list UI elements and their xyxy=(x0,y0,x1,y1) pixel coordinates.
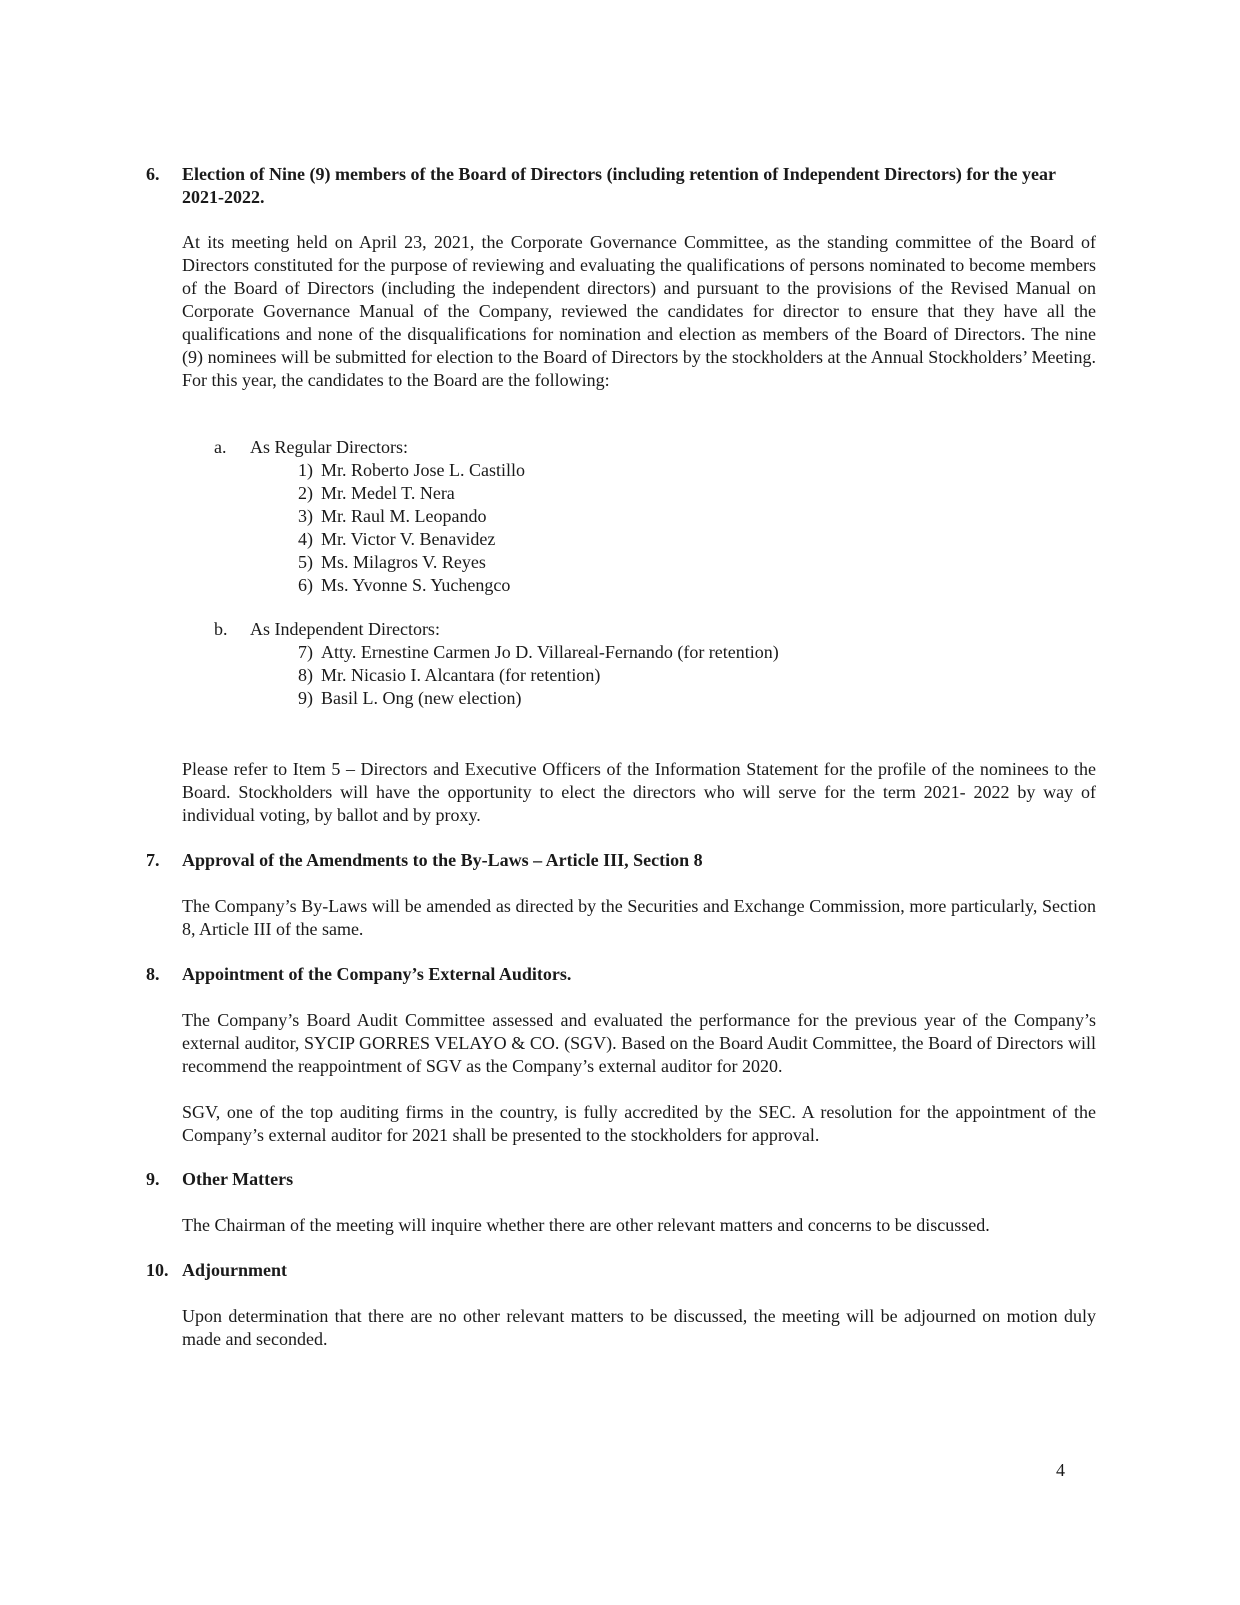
item-number: 3) xyxy=(298,506,313,526)
director-name: Mr. Victor V. Benavidez xyxy=(321,529,496,549)
section-number: 10. xyxy=(146,1260,169,1280)
list-item xyxy=(285,459,525,482)
section-number: 7. xyxy=(146,850,160,870)
section-7 xyxy=(146,849,1096,941)
paragraph: At its meeting held on April 23, 2021, the Corporate Governance Committee, as the standing committee of the Board of Directors constituted for the purpose of reviewing and evaluating the qualifications of persons nominated to become members of the Board of Directors (including the independent directors) and pursuant to the provisions of the Revised Manual on Corporate Governance Manual of the Company, reviewed the candidates for director to ensure that they have all the qualifications and none of the disqualifications for nomination and election as members of the Board of Directors. The nine (9) nominees will be submitted for election to the Board of Directors by the stockholders at the Annual Stockholders’ Meeting. For this year, the candidates to the Board are the following: xyxy=(182,232,1096,390)
item-number: 7) xyxy=(298,642,313,662)
paragraph: SGV, one of the top auditing firms in the country, is fully accredited by the SEC. A resolution for the appointment of the Company’s external auditor for 2021 shall be presented to the stockholders for approval. xyxy=(182,1102,1096,1145)
director-name: Mr. Roberto Jose L. Castillo xyxy=(321,460,525,480)
list-item xyxy=(285,551,525,574)
subsection-label: As Regular Directors: xyxy=(250,437,408,457)
director-name: Ms. Yvonne S. Yuchengco xyxy=(321,575,511,595)
director-name: Mr. Medel T. Nera xyxy=(321,483,455,503)
director-name: Mr. Nicasio I. Alcantara (for retention) xyxy=(321,665,601,685)
subsection-label: As Independent Directors: xyxy=(250,619,440,639)
list-item xyxy=(285,687,779,710)
item-number: 4) xyxy=(298,529,313,549)
paragraph: Please refer to Item 5 – Directors and Executive Officers of the Information Statement for the profile of the nominees to the Board. Stockholders will have the opportunity to elect the directors who will serve for the term 2021- 2022 by way of individual voting, by ballot and by proxy. xyxy=(182,759,1096,825)
section-8 xyxy=(146,963,1096,1147)
independent-directors-list xyxy=(285,641,779,710)
subsection-letter: b. xyxy=(214,619,228,639)
paragraph: Upon determination that there are no other relevant matters to be discussed, the meeting will be adjourned on motion duly made and seconded. xyxy=(182,1306,1096,1349)
list-item xyxy=(285,505,525,528)
list-item xyxy=(285,641,779,664)
section-9 xyxy=(146,1168,1096,1237)
section-title: Election of Nine (9) members of the Board of Directors (including retention of Independent Directors) for the year 2021-2022. xyxy=(182,164,1056,207)
paragraph: The Company’s Board Audit Committee assessed and evaluated the performance for the previous year of the Company’s external auditor, SYCIP GORRES VELAYO & CO. (SGV). Based on the Board Audit Committee, the Board of Directors will recommend the reappointment of SGV as the Company’s external auditor for 2020. xyxy=(182,1010,1096,1076)
director-name: Basil L. Ong (new election) xyxy=(321,688,522,708)
item-number: 1) xyxy=(298,460,313,480)
list-item xyxy=(285,664,779,687)
section-heading xyxy=(146,163,1096,209)
subsection-heading xyxy=(214,436,525,459)
section-heading xyxy=(146,1259,1096,1282)
section-title: Approval of the Amendments to the By-Laws – Article III, Section 8 xyxy=(182,850,703,870)
paragraph: The Chairman of the meeting will inquire whether there are other relevant matters and concerns to be discussed. xyxy=(182,1215,990,1235)
list-item xyxy=(285,574,525,597)
page-number: 4 xyxy=(1056,1460,1065,1480)
section-title: Other Matters xyxy=(182,1169,294,1189)
director-name: Mr. Raul M. Leopando xyxy=(321,506,487,526)
item-number: 8) xyxy=(298,665,313,685)
section-heading xyxy=(146,849,1096,872)
list-item xyxy=(285,482,525,505)
item-number: 6) xyxy=(298,575,313,595)
section-heading xyxy=(146,1168,1096,1191)
item-number: 2) xyxy=(298,483,313,503)
director-name: Atty. Ernestine Carmen Jo D. Villareal-Fernando (for retention) xyxy=(321,642,779,662)
director-name: Ms. Milagros V. Reyes xyxy=(321,552,486,572)
section-number: 9. xyxy=(146,1169,160,1189)
paragraph: The Company’s By-Laws will be amended as directed by the Securities and Exchange Commission, more particularly, Section 8, Article III of the same. xyxy=(182,896,1096,939)
section-number: 8. xyxy=(146,964,160,984)
item-number: 9) xyxy=(298,688,313,708)
section-heading xyxy=(146,963,1096,986)
regular-directors-block xyxy=(214,436,525,597)
regular-directors-list xyxy=(285,459,525,597)
list-item xyxy=(285,528,525,551)
section-title: Appointment of the Company’s External Auditors. xyxy=(182,964,572,984)
subsection-letter: a. xyxy=(214,437,227,457)
independent-directors-block xyxy=(214,618,779,710)
section-6-intro xyxy=(146,231,1096,392)
section-6-closing xyxy=(146,758,1096,827)
section-10 xyxy=(146,1259,1096,1351)
section-6 xyxy=(146,163,1096,209)
section-number: 6. xyxy=(146,164,160,184)
section-title: Adjournment xyxy=(182,1260,288,1280)
item-number: 5) xyxy=(298,552,313,572)
subsection-heading xyxy=(214,618,779,641)
